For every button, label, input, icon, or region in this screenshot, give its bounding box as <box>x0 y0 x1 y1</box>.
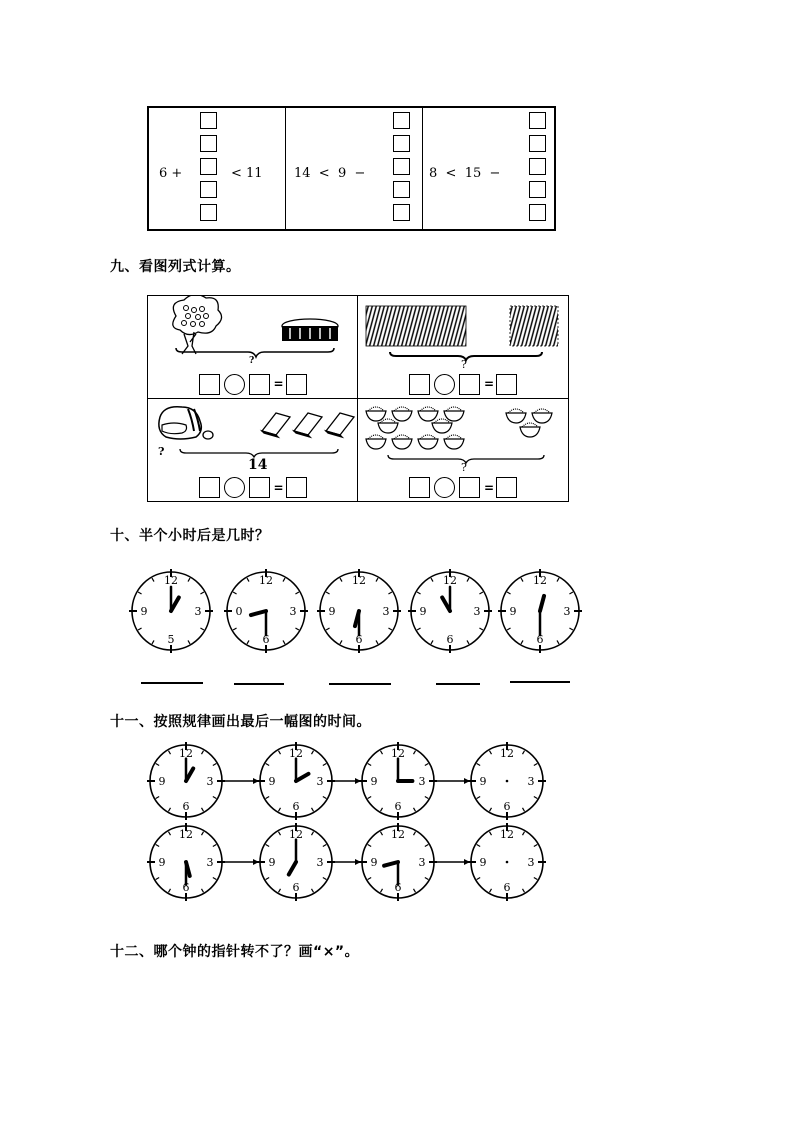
clock-numeral: 12 <box>533 574 547 587</box>
clock-numeral: 12 <box>500 828 514 841</box>
clock-numeral: 12 <box>289 747 303 760</box>
panel-bag-books <box>148 399 358 502</box>
section-11-heading: 十一、按照规律画出最后一幅图的时间。 <box>110 714 371 730</box>
operand-box[interactable] <box>199 374 220 395</box>
answer-box[interactable] <box>200 181 217 198</box>
clock-numeral: 6 <box>503 800 511 813</box>
result-box[interactable] <box>286 477 307 498</box>
inequality-cell-1 <box>149 108 285 229</box>
answer-line[interactable] <box>141 682 203 684</box>
clock-face <box>147 742 225 820</box>
clock-numeral: 9 <box>158 856 166 869</box>
clock-numeral: 3 <box>527 856 535 869</box>
clock-numeral: 3 <box>418 775 426 788</box>
clock-numeral: 12 <box>179 828 193 841</box>
picture-problem-grid <box>147 295 569 502</box>
answer-box[interactable] <box>529 204 546 221</box>
clock-center-dot <box>506 861 509 864</box>
clock-numeral: 0 <box>235 605 243 618</box>
clock-face <box>147 823 225 901</box>
clock-numeral: 9 <box>370 775 378 788</box>
section-9-heading: 九、看图列式计算。 <box>110 259 241 275</box>
clock-numeral: 6 <box>394 881 402 894</box>
operator-circle[interactable] <box>434 477 455 498</box>
clock-face <box>468 823 546 901</box>
clock-face <box>408 569 492 653</box>
clock-numeral: 12 <box>443 574 457 587</box>
answer-box[interactable] <box>529 135 546 152</box>
operand-box[interactable] <box>409 477 430 498</box>
inequality-left: 14 < 9 − <box>294 166 366 181</box>
equation-row <box>409 477 517 498</box>
clock-face <box>257 823 335 901</box>
operator-circle[interactable] <box>224 477 245 498</box>
clock-face <box>498 569 582 653</box>
panel-apples <box>148 296 358 399</box>
operator-circle[interactable] <box>224 374 245 395</box>
brace-label: ? <box>249 356 255 366</box>
result-box[interactable] <box>286 374 307 395</box>
brace-label: ? <box>461 460 467 474</box>
clock-numeral: 9 <box>419 605 427 618</box>
answer-box-column <box>393 112 410 221</box>
clock-numeral: 9 <box>158 775 166 788</box>
answer-line[interactable] <box>436 683 480 685</box>
answer-box[interactable] <box>200 204 217 221</box>
clock-numeral: 3 <box>194 605 202 618</box>
equation-row <box>199 477 307 498</box>
brace-label: ? <box>461 358 467 371</box>
answer-box[interactable] <box>200 135 217 152</box>
clock-numeral: 9 <box>479 775 487 788</box>
answer-box[interactable] <box>529 181 546 198</box>
clock-numeral: 9 <box>328 605 336 618</box>
clock-numeral: 3 <box>206 856 214 869</box>
clock-numeral: 6 <box>182 881 190 894</box>
answer-box[interactable] <box>200 158 217 175</box>
clock-numeral: 3 <box>206 775 214 788</box>
equals-sign: = <box>484 480 495 495</box>
answer-box[interactable] <box>393 181 410 198</box>
inequality-left: 6 + <box>159 166 183 181</box>
equals-sign: = <box>273 480 284 495</box>
inequality-table <box>147 106 556 231</box>
half-hour-clocks <box>0 560 793 690</box>
rice-bowls-illustration <box>358 399 570 469</box>
clock-numeral: 6 <box>503 881 511 894</box>
clock-numeral: 6 <box>182 800 190 813</box>
operand-box[interactable] <box>409 374 430 395</box>
clock-face <box>359 742 437 820</box>
clock-numeral: 3 <box>527 775 535 788</box>
clock-numeral: 6 <box>536 633 544 646</box>
section-12-heading: 十二、哪个钟的指针转不了？画“×”。 <box>110 944 360 960</box>
clock-face <box>468 742 546 820</box>
section-10-heading: 十、半个小时后是几时？ <box>110 528 270 544</box>
clock-numeral: 12 <box>391 747 405 760</box>
clock-numeral: 6 <box>292 881 300 894</box>
side-label: ? <box>158 444 165 458</box>
clock-numeral: 12 <box>289 828 303 841</box>
answer-box[interactable] <box>529 112 546 129</box>
operand-box[interactable] <box>249 374 270 395</box>
equation-row <box>199 374 307 395</box>
inequality-right: < 11 <box>231 166 263 181</box>
clock-numeral: 6 <box>394 800 402 813</box>
result-box[interactable] <box>496 477 517 498</box>
clock-numeral: 3 <box>418 856 426 869</box>
answer-box[interactable] <box>200 112 217 129</box>
clock-numeral: 6 <box>292 800 300 813</box>
answer-line[interactable] <box>329 683 391 685</box>
answer-box[interactable] <box>393 135 410 152</box>
pattern-clocks <box>0 735 793 915</box>
operand-box[interactable] <box>459 374 480 395</box>
clock-face <box>257 742 335 820</box>
operator-circle[interactable] <box>434 374 455 395</box>
equation-row <box>409 374 517 395</box>
answer-line[interactable] <box>234 683 284 685</box>
equals-sign: = <box>273 377 284 391</box>
clock-numeral: 12 <box>391 828 405 841</box>
clock-numeral: 9 <box>140 605 148 618</box>
clock-numeral: 3 <box>316 775 324 788</box>
inequality-cell-2 <box>285 108 422 229</box>
answer-box[interactable] <box>393 112 410 129</box>
clock-numeral: 12 <box>164 574 178 587</box>
clock-numeral: 12 <box>500 747 514 760</box>
answer-box-column <box>200 112 217 221</box>
equals-sign: = <box>484 377 495 391</box>
clock-face <box>359 823 437 901</box>
clock-numeral: 12 <box>259 574 273 587</box>
clock-numeral: 3 <box>316 856 324 869</box>
answer-box-column <box>529 112 546 221</box>
clock-center-dot <box>506 780 509 783</box>
result-box[interactable] <box>496 374 517 395</box>
clock-numeral: 6 <box>355 633 363 646</box>
clock-numeral: 9 <box>370 856 378 869</box>
clock-numeral: 3 <box>563 605 571 618</box>
answer-box[interactable] <box>393 158 410 175</box>
answer-box[interactable] <box>529 158 546 175</box>
clock-numeral: 9 <box>509 605 517 618</box>
operand-box[interactable] <box>199 477 220 498</box>
clock-numeral: 12 <box>179 747 193 760</box>
panel-bowls <box>358 399 568 502</box>
answer-line[interactable] <box>510 681 570 683</box>
clock-numeral: 5 <box>167 633 175 646</box>
inequality-left: 8 < 15 − <box>429 166 501 181</box>
inequality-cell-3 <box>422 108 554 229</box>
operand-box[interactable] <box>459 477 480 498</box>
clock-numeral: 3 <box>382 605 390 618</box>
clock-numeral: 12 <box>352 574 366 587</box>
clock-numeral: 6 <box>446 633 454 646</box>
panel-sticks <box>358 296 568 399</box>
clock-numeral: 6 <box>262 633 270 646</box>
clock-numeral: 3 <box>289 605 297 618</box>
clock-numeral: 9 <box>268 856 276 869</box>
answer-box[interactable] <box>393 204 410 221</box>
brace-label: 14 <box>248 456 268 473</box>
operand-box[interactable] <box>249 477 270 498</box>
clock-face <box>224 569 308 653</box>
clock-numeral: 9 <box>268 775 276 788</box>
clock-numeral: 9 <box>479 856 487 869</box>
clock-face <box>129 569 213 653</box>
clock-numeral: 3 <box>473 605 481 618</box>
clock-face <box>317 569 401 653</box>
